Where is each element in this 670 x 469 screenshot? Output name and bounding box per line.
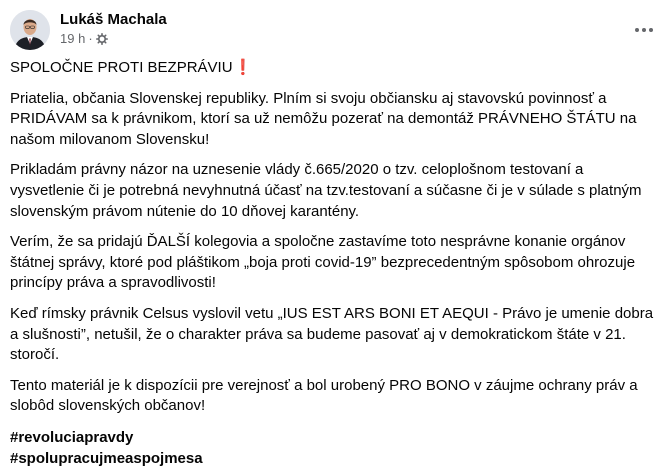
post-time[interactable]: 19 h [60,31,86,46]
paragraph: Verím, že sa pridajú ĎALŠÍ kolegovia a spoločne zastavíme toto nesprávne konanie orgánov štátnej správy, ktoré pod pláštikom „boja proti covid-19” bezprecedentným spôsobom ohrozuje princípy práva a spravodlivosti! [10,233,636,292]
meta-separator: · [88,31,93,46]
post-body [10,58,660,469]
post-header [10,10,660,52]
paragraph: Keď rímsky právnik Celsus vyslovil vetu „IUS EST ARS BONI ET AEQUI - Právo je umenie dobra a slušnosti”, netušil, že o charakter práva sa budeme pasovať aj v demokratickom štáte v 21. storočí. [10,304,654,364]
post-headline [10,58,660,79]
post-meta [60,31,108,47]
avatar[interactable] [10,10,50,50]
avatar-image [10,10,50,50]
hashtag-link[interactable]: #revoluciapravdy [10,428,134,446]
more-options-icon[interactable] [630,16,658,44]
hashtag-link[interactable]: #spolupracujmeaspojmesa [10,449,203,467]
paragraph: Prikladám právny názor na uznesenie vlády č.665/2020 o tzv. celoplošnom testovaní a vysvetlenie či je potrebná nevyhnutná účasť na tzv.testovaní a súčasne či je v súlade s platným slovenským právom nútenie do 10 dňovej karantény. [10,161,642,220]
headline-text: SPOLOČNE PROTI BEZPRÁVIU [10,59,233,76]
gear-icon[interactable] [96,33,108,45]
paragraph: Tento materiál je k dispozícii pre verejnosť a bol urobený PRO BONO v záujme ochrany práv a slobôd slovenských občanov! [10,376,638,415]
author-name[interactable]: Lukáš Machala [60,11,167,28]
paragraph: Priatelia, občania Slovenskej republiky. Plním si svoju občiansku aj stavovskú povinnosť a PRIDÁVAM sa k právnikom, ktorí sa už nemôžu pozerať na demontáž PRÁVNEHO ŠTÁTU na našom milovanom Slovensku! [10,89,637,148]
exclamation-emoji-icon: ❗ [233,59,253,76]
